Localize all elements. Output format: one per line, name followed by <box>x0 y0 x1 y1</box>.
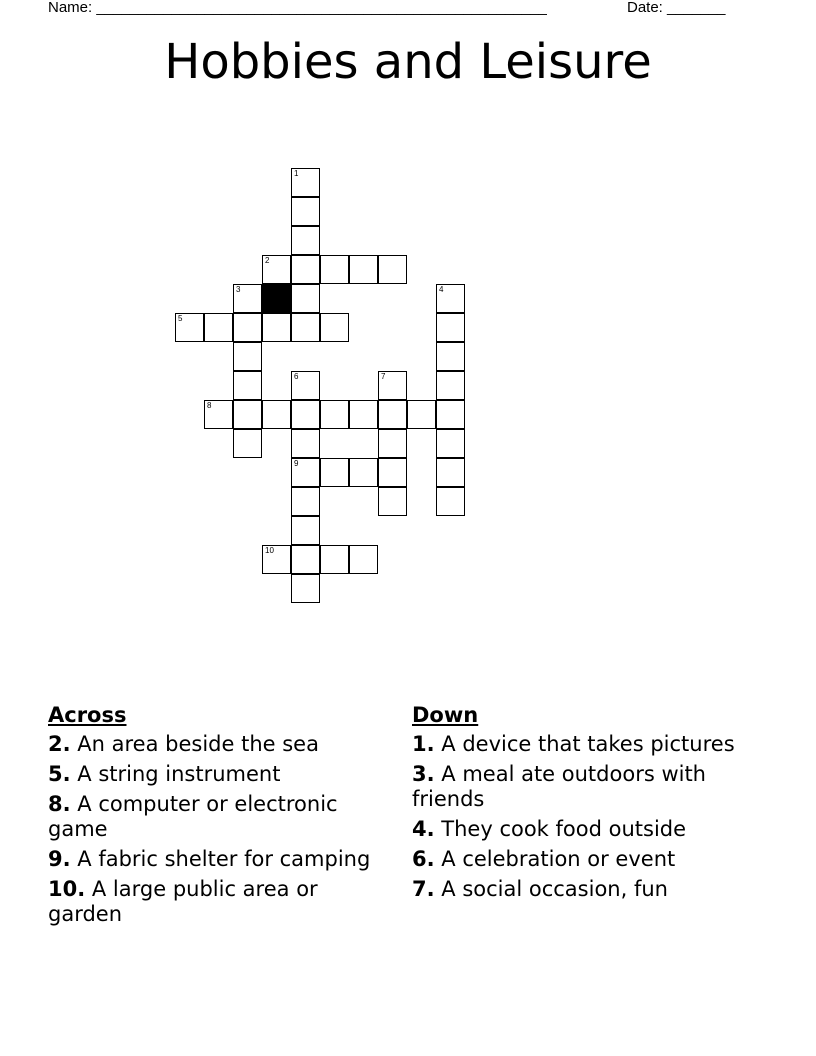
down-clue <box>412 762 752 812</box>
crossword-cell[interactable] <box>291 226 320 255</box>
clue-number: 5. <box>48 762 71 786</box>
crossword-cell[interactable] <box>291 255 320 284</box>
crossword-cell[interactable] <box>291 487 320 516</box>
clue-text: A computer or electronic game <box>48 792 338 841</box>
crossword-cell[interactable] <box>291 400 320 429</box>
crossword-cell[interactable] <box>291 574 320 603</box>
clue-number: 8. <box>48 792 71 816</box>
clue-number: 4. <box>412 817 435 841</box>
crossword-cell[interactable] <box>378 400 407 429</box>
crossword-cell[interactable] <box>407 400 436 429</box>
crossword-cell[interactable] <box>378 371 407 400</box>
date-field-label: Date: _______ <box>627 0 726 16</box>
crossword-cell[interactable] <box>291 168 320 197</box>
crossword-clue-number: 1 <box>294 169 299 178</box>
crossword-cell[interactable] <box>349 255 378 284</box>
down-clue <box>412 732 752 757</box>
down-heading: Down <box>412 703 479 727</box>
clue-text: A celebration or event <box>441 847 676 871</box>
across-clue <box>48 877 378 927</box>
down-clues <box>412 702 752 907</box>
crossword-cell[interactable] <box>320 313 349 342</box>
crossword-cell[interactable] <box>378 255 407 284</box>
crossword-cell[interactable] <box>204 313 233 342</box>
clue-number: 7. <box>412 877 435 901</box>
crossword-cell[interactable] <box>436 371 465 400</box>
crossword-cell[interactable] <box>262 545 291 574</box>
crossword-cell[interactable] <box>378 429 407 458</box>
crossword-clue-number: 5 <box>178 314 183 323</box>
crossword-cell[interactable] <box>349 458 378 487</box>
down-clue <box>412 817 752 842</box>
clue-number: 9. <box>48 847 71 871</box>
page-title: Hobbies and Leisure <box>164 34 652 90</box>
crossword-clue-number: 6 <box>294 372 299 381</box>
crossword-cell[interactable] <box>262 400 291 429</box>
clue-number: 6. <box>412 847 435 871</box>
crossword-cell[interactable] <box>349 545 378 574</box>
crossword-cell[interactable] <box>436 313 465 342</box>
clue-text: A social occasion, fun <box>441 877 668 901</box>
crossword-cell[interactable] <box>233 371 262 400</box>
crossword-clue-number: 3 <box>236 285 241 294</box>
clue-text: A meal ate outdoors with friends <box>412 762 706 811</box>
across-clue <box>48 762 378 787</box>
crossword-cell[interactable] <box>320 400 349 429</box>
crossword-cell[interactable] <box>436 487 465 516</box>
crossword-cell[interactable] <box>320 255 349 284</box>
crossword-cell[interactable] <box>436 284 465 313</box>
clue-number: 1. <box>412 732 435 756</box>
crossword-cell[interactable] <box>262 313 291 342</box>
name-field-label: Name: ______________________________________________________ <box>48 0 547 16</box>
crossword-cell[interactable] <box>262 255 291 284</box>
crossword-cell[interactable] <box>291 371 320 400</box>
crossword-cell[interactable] <box>436 458 465 487</box>
crossword-cell[interactable] <box>233 400 262 429</box>
crossword-cell[interactable] <box>233 313 262 342</box>
crossword-cell[interactable] <box>291 429 320 458</box>
crossword-cell[interactable] <box>436 400 465 429</box>
crossword-clue-number: 7 <box>381 372 386 381</box>
crossword-cell[interactable] <box>291 284 320 313</box>
down-clue <box>412 877 752 902</box>
across-clue <box>48 792 378 842</box>
crossword-cell[interactable] <box>233 342 262 371</box>
crossword-cell[interactable] <box>233 429 262 458</box>
crossword-clue-number: 2 <box>265 256 270 265</box>
clue-text: An area beside the sea <box>77 732 319 756</box>
clue-number: 2. <box>48 732 71 756</box>
crossword-cell[interactable] <box>291 313 320 342</box>
crossword-clue-number: 9 <box>294 459 299 468</box>
crossword-cell[interactable] <box>291 458 320 487</box>
crossword-cell[interactable] <box>204 400 233 429</box>
crossword-cell[interactable] <box>291 545 320 574</box>
crossword-cell[interactable] <box>291 197 320 226</box>
clue-text: A device that takes pictures <box>441 732 735 756</box>
clue-text: A large public area or garden <box>48 877 318 926</box>
crossword-cell[interactable] <box>233 284 262 313</box>
crossword-cell[interactable] <box>175 313 204 342</box>
crossword-black-cell <box>262 284 291 313</box>
across-clues <box>48 702 378 932</box>
crossword-cell[interactable] <box>378 487 407 516</box>
crossword-clue-number: 8 <box>207 401 212 410</box>
across-clue <box>48 847 378 872</box>
clue-text: They cook food outside <box>441 817 687 841</box>
crossword-clue-number: 10 <box>265 546 274 555</box>
across-heading: Across <box>48 703 127 727</box>
crossword-cell[interactable] <box>320 545 349 574</box>
across-clue <box>48 732 378 757</box>
crossword-cell[interactable] <box>436 429 465 458</box>
down-clue <box>412 847 752 872</box>
crossword-cell[interactable] <box>291 516 320 545</box>
clue-number: 3. <box>412 762 435 786</box>
clue-number: 10. <box>48 877 86 901</box>
crossword-cell[interactable] <box>320 458 349 487</box>
crossword-clue-number: 4 <box>439 285 444 294</box>
crossword-cell[interactable] <box>436 342 465 371</box>
clue-text: A string instrument <box>77 762 281 786</box>
clue-text: A fabric shelter for camping <box>77 847 371 871</box>
crossword-cell[interactable] <box>349 400 378 429</box>
crossword-cell[interactable] <box>378 458 407 487</box>
